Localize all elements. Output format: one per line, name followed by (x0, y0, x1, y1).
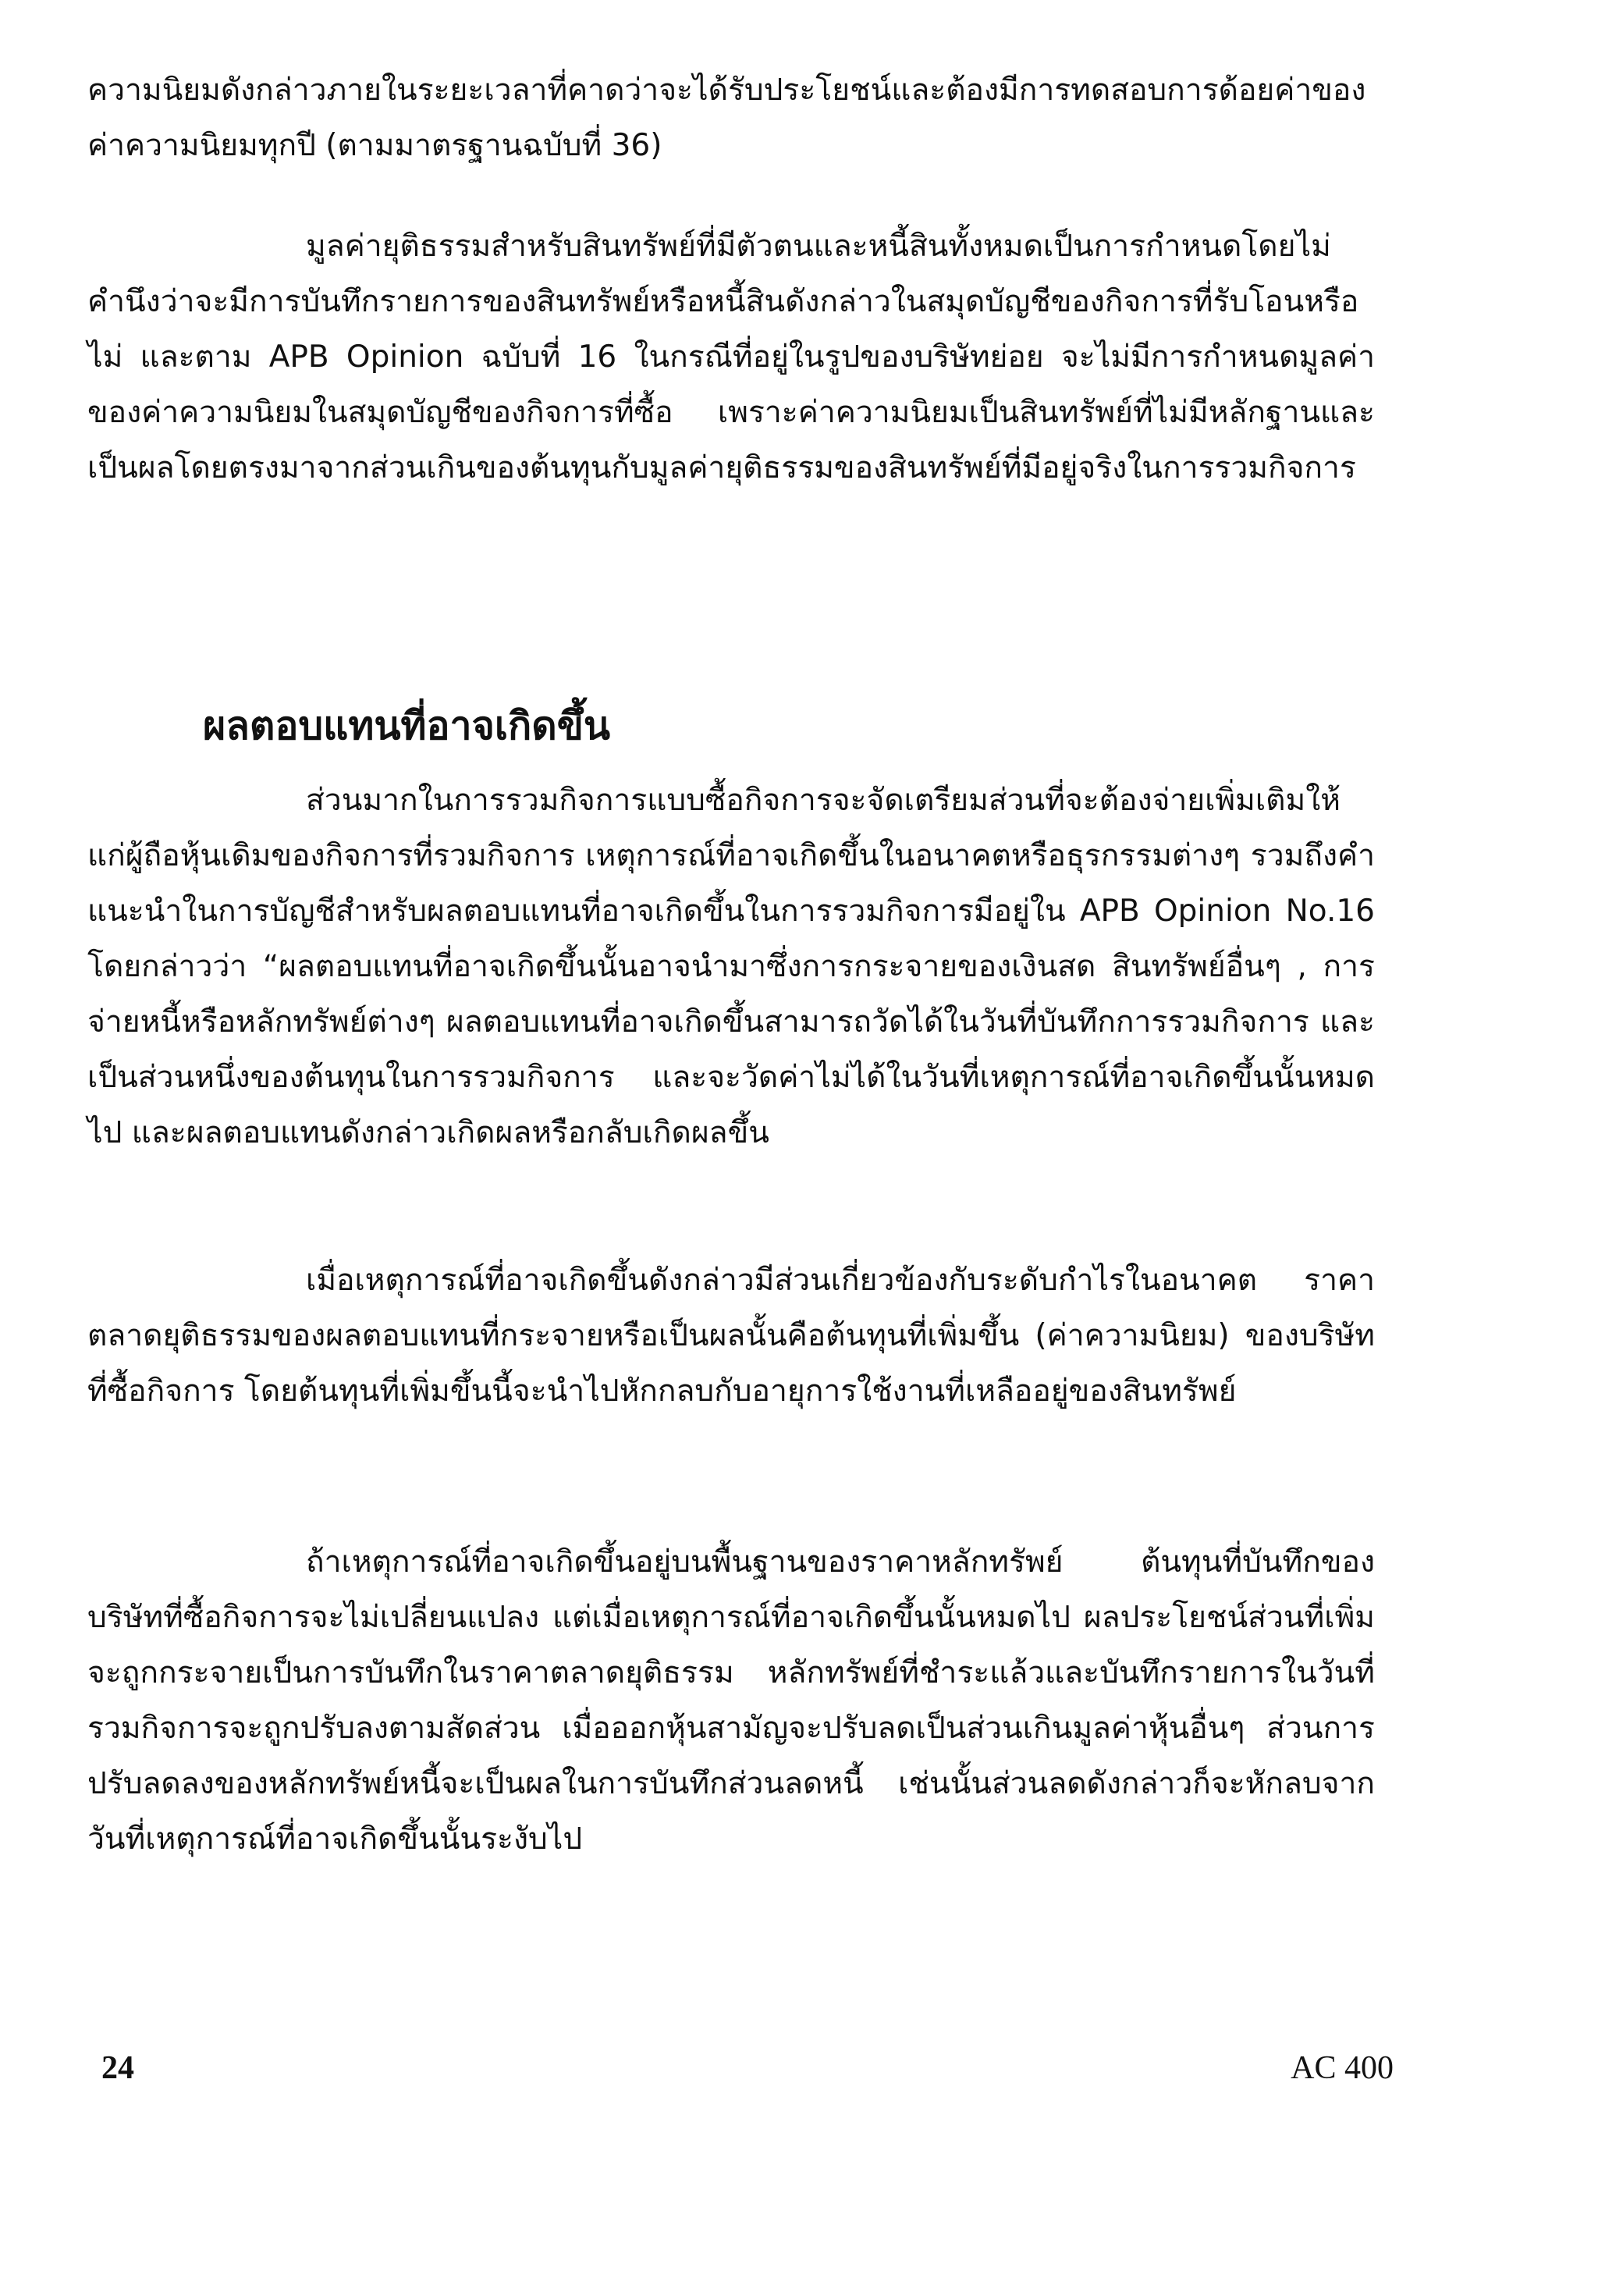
section-heading: ผลตอบแทนที่อาจเกิดขึ้น (203, 703, 611, 748)
paragraph-contingent-consideration: ส่วนมากในการรวมกิจการแบบซื้อกิจการจะจัดเตรียมส่วนที่จะต้องจ่ายเพิ่มเติมให้แก่ผู้ถือหุ้นเดิมของกิจการที่รวมกิจการ เหตุการณ์ที่อาจเกิดขึ้นในอนาคตหรือธุรกรรมต่างๆ รวมถึงคำแนะนำในการบัญชีสำหรับผลตอบแทนที่อาจเกิดขึ้นในการรวมกิจการมีอยู่ใน APB Opinion No.16 โดยกล่าวว่า “ผลตอบแทนที่อาจเกิดขึ้นนั้นอาจนำมาซึ่งการกระจายของเงินสด สินทรัพย์อื่นๆ , การจ่ายหนี้หรือหลักทรัพย์ต่างๆ ผลตอบแทนที่อาจเกิดขึ้นสามารถวัดได้ในวันที่บันทึกการรวมกิจการ และเป็นส่วนหนึ่งของต้นทุนในการรวมกิจการ และจะวัดค่าไม่ได้ในวันที่เหตุการณ์ที่อาจเกิดขึ้นนั้นหมดไป และผลตอบแทนดังกล่าวเกิดผลหรือกลับเกิดผลขึ้น (87, 783, 1375, 1150)
course-code: AC 400 (1291, 2050, 1394, 2086)
paragraph-future-earnings: เมื่อเหตุการณ์ที่อาจเกิดขึ้นดังกล่าวมีส่วนเกี่ยวข้องกับระดับกำไรในอนาคต ราคาตลาดยุติธรรมของผลตอบแทนที่กระจายหรือเป็นผลนั้นคือต้นทุนที่เพิ่มขึ้น (ค่าความนิยม) ของบริษัทที่ซื้อกิจการ โดยต้นทุนที่เพิ่มขึ้นนี้จะนำไปหักกลบกับอายุการใช้งานที่เหลืออยู่ของสินทรัพย์ (87, 1263, 1375, 1409)
page-number: 24 (101, 2050, 134, 2086)
paragraph-goodwill-impairment: ความนิยมดังกล่าวภายในระยะเวลาที่คาดว่าจะได้รับประโยชน์และต้องมีการทดสอบการด้อยค่าของค่าความนิยมทุกปี (ตามมาตรฐานฉบับที่ 36) (87, 73, 1366, 163)
paragraph-fair-value: มูลค่ายุติธรรมสำหรับสินทรัพย์ที่มีตัวตนและหนี้สินทั้งหมดเป็นการกำหนดโดยไม่คำนึงว่าจะมีการบันทึกรายการของสินทรัพย์หรือหนี้สินดังกล่าวในสมุดบัญชีของกิจการที่รับโอนหรือไม่ และตาม APB Opinion ฉบับที่ 16 ในกรณีที่อยู่ในรูปของบริษัทย่อย จะไม่มีการกำหนดมูลค่าของค่าความนิยมในสมุดบัญชีของกิจการที่ซื้อ เพราะค่าความนิยมเป็นสินทรัพย์ที่ไม่มีหลักฐานและเป็นผลโดยตรงมาจากส่วนเกินของต้นทุนกับมูลค่ายุติธรรมของสินทรัพย์ที่มีอยู่จริงในการรวมกิจการ (87, 229, 1375, 485)
paragraph-security-prices: ถ้าเหตุการณ์ที่อาจเกิดขึ้นอยู่บนพื้นฐานของราคาหลักทรัพย์ ต้นทุนที่บันทึกของบริษัทที่ซื้อกิจการจะไม่เปลี่ยนแปลง แต่เมื่อเหตุการณ์ที่อาจเกิดขึ้นนั้นหมดไป ผลประโยชน์ส่วนที่เพิ่มจะถูกกระจายเป็นการบันทึกในราคาตลาดยุติธรรม หลักทรัพย์ที่ชำระแล้วและบันทึกรายการในวันที่รวมกิจการจะถูกปรับลงตามสัดส่วน เมื่อออกหุ้นสามัญจะปรับลดเป็นส่วนเกินมูลค่าหุ้นอื่นๆ ส่วนการปรับลดลงของหลักทรัพย์หนี้จะเป็นผลในการบันทึกส่วนลดหนี้ เช่นนั้นส่วนลดดังกล่าวก็จะหักลบจากวันที่เหตุการณ์ที่อาจเกิดขึ้นนั้นระงับไป (87, 1544, 1375, 1857)
